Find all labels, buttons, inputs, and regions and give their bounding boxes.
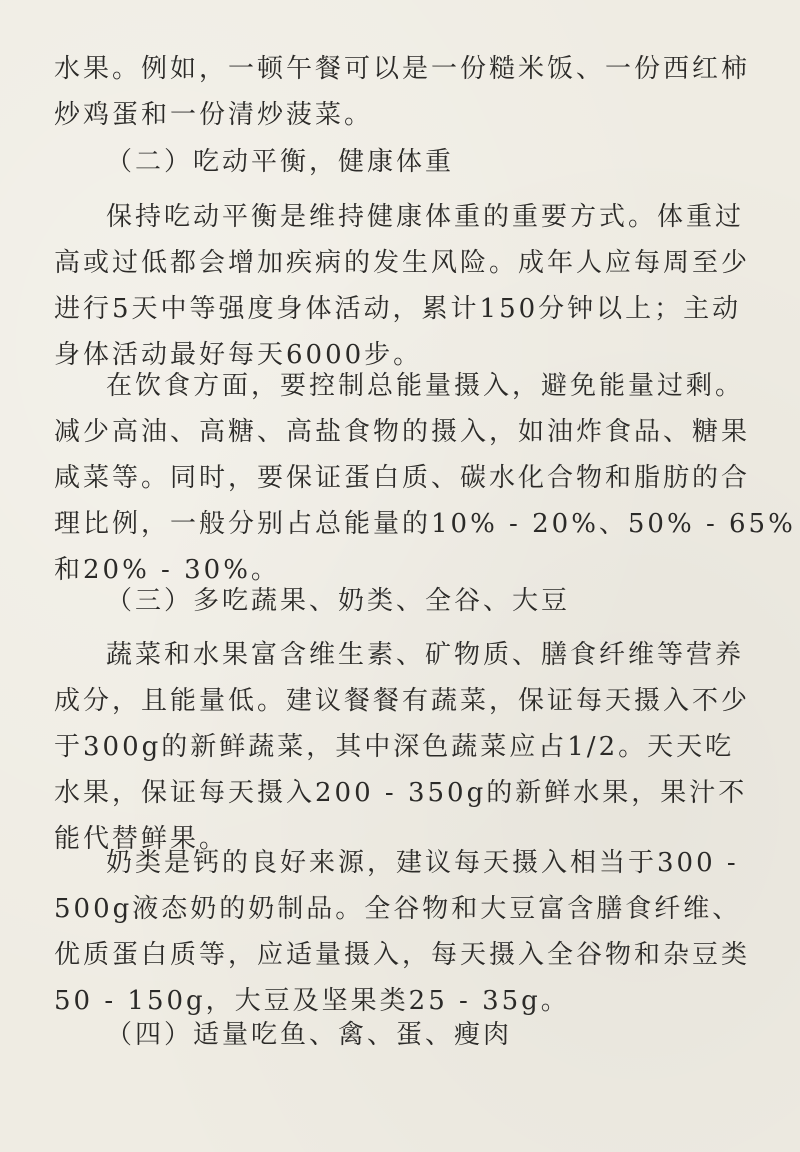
text-line: 水果，保证每天摄入200 - 350g的新鲜水果，果汁不 — [54, 778, 748, 808]
text-line: 水果。例如，一顿午餐可以是一份糙米饭、一份西红柿 — [54, 54, 751, 84]
section-heading-4: （四）适量吃鱼、禽、蛋、瘦肉 — [106, 1020, 513, 1050]
paragraph-energy-balance — [54, 194, 754, 378]
text-line: 于300g的新鲜蔬菜，其中深色蔬菜应占1/2。天天吃 — [54, 732, 735, 762]
text-line: 能代替鲜果。 — [54, 824, 229, 854]
text-line: 保持吃动平衡是维持健康体重的重要方式。体重过 — [106, 202, 745, 232]
text-line: 成分，且能量低。建议餐餐有蔬菜，保证每天摄入不少 — [54, 686, 751, 716]
text-line: 身体活动最好每天6000步。 — [54, 340, 423, 370]
text-line: 优质蛋白质等，应适量摄入，每天摄入全谷物和杂豆类 — [54, 940, 751, 970]
text-line: 50 - 150g，大豆及坚果类25 - 35g。 — [54, 986, 570, 1016]
paragraph-vegetables-fruit — [54, 632, 754, 862]
text-line: 理比例，一般分别占总能量的10% - 20%、50% - 65% — [54, 509, 796, 539]
text-line: 咸菜等。同时，要保证蛋白质、碳水化合物和脂肪的合 — [54, 463, 751, 493]
text-line: 和20% - 30%。 — [54, 555, 280, 585]
text-line: 减少高油、高糖、高盐食物的摄入，如油炸食品、糖果 — [54, 417, 751, 447]
paragraph-dairy-grains — [54, 840, 754, 1024]
section-heading-2: （二）吃动平衡，健康体重 — [106, 147, 455, 177]
text-line: 炒鸡蛋和一份清炒菠菜。 — [54, 100, 374, 130]
section-heading-3: （三）多吃蔬果、奶类、全谷、大豆 — [106, 586, 571, 616]
text-line: 奶类是钙的良好来源，建议每天摄入相当于300 - — [106, 848, 739, 878]
text-line: 在饮食方面，要控制总能量摄入，避免能量过剩。 — [106, 371, 745, 401]
text-line: 500g液态奶的奶制品。全谷物和大豆富含膳食纤维、 — [54, 894, 742, 924]
text-line: 蔬菜和水果富含维生素、矿物质、膳食纤维等营养 — [106, 640, 745, 670]
paragraph-diet-energy — [54, 363, 796, 593]
text-line: 高或过低都会增加疾病的发生风险。成年人应每周至少 — [54, 248, 751, 278]
text-line: 进行5天中等强度身体活动，累计150分钟以上；主动 — [54, 294, 742, 324]
paragraph-continuation — [54, 46, 754, 138]
